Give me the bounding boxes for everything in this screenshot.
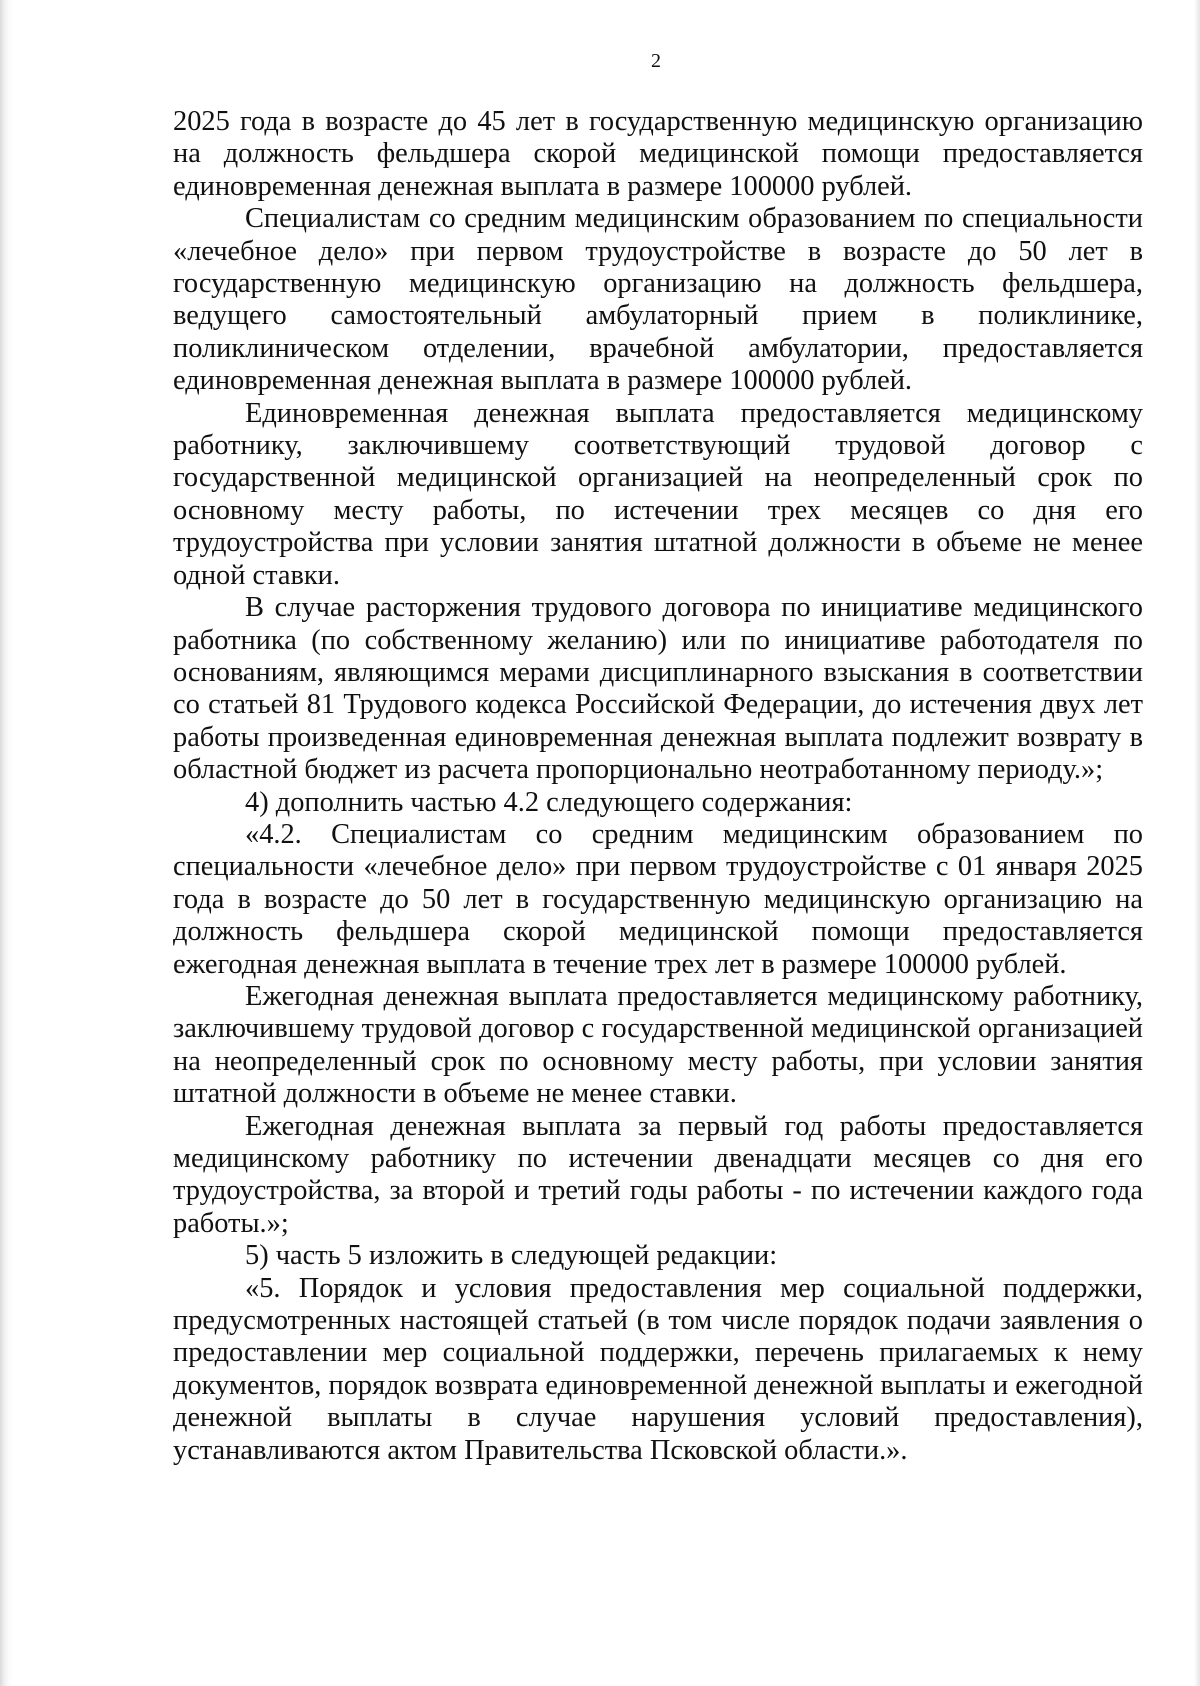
paragraph-annual-payment-schedule: Ежегодная денежная выплата за первый год работы предоставляется медицинскому работнику по истечении двенадцати месяцев со дня его трудоустройства, за второй и третий годы работы - по истечении каждого года работы.»; <box>173 1110 1143 1239</box>
paragraph-payment-conditions: Единовременная денежная выплата предоставляется медицинскому работнику, заключившему соответствующий трудовой договор с государственной медицинской организацией на неопределенный срок по основному месту работы, по истечении трех месяцев со дня его трудоустройства при условии занятия штатной должности в объеме не менее одной ставки. <box>173 397 1143 591</box>
paragraph-amendment-5: 5) часть 5 изложить в следующей редакции: <box>245 1240 778 1272</box>
paragraph-part-5: «5. Порядок и условия предоставления мер социальной поддержки, предусмотренных настоящей статьей (в том числе порядок подачи заявления о предоставлении мер социальной поддержки, перечень прилагаемых к нему документов, порядок возврата единовременной денежной выплаты и ежегодной денежной выплаты в случае нарушения условий предоставления), устанавливаются актом Правительства Псковской области.». <box>173 1272 1143 1466</box>
paragraph-amendment-4: 4) дополнить частью 4.2 следующего содержания: <box>245 786 853 818</box>
paragraph-paramedic-outpatient: Специалистам со средним медицинским образованием по специальности «лечебное дело» при первом трудоустройстве в возрасте до 50 лет в государственную медицинскую организацию на должность фельдшера, ведущего самостоятельный амбулаторный прием в поликлинике, поликлиническом отделении, врачебной амбулатории, предоставляется единовременная денежная выплата в размере 100000 рублей. <box>173 203 1143 397</box>
page-number: 2 <box>651 50 661 72</box>
scan-edge-right <box>1194 0 1200 1686</box>
paragraph-part-4-2: «4.2. Специалистам со средним медицинским образованием по специальности «лечебное дело» при первом трудоустройстве с 01 января 2025 года в возрасте до 50 лет в государственную медицинскую организацию на должность фельдшера скорой медицинской помощи предоставляется ежегодная денежная выплата в течение трех лет в размере 100000 рублей. <box>173 818 1143 980</box>
paragraph-annual-payment: Ежегодная денежная выплата предоставляется медицинскому работнику, заключившему трудовой договор с государственной медицинской организацией на неопределенный срок по основному месту работы, при условии занятия штатной должности в объеме не менее ставки. <box>173 980 1143 1110</box>
paragraph-continuation: 2025 года в возрасте до 45 лет в государственную медицинскую организацию на должность фельдшера скорой медицинской помощи предоставляется единовременная денежная выплата в размере 100000 рублей. <box>173 106 1143 202</box>
document-body <box>173 106 1143 1467</box>
paragraph-contract-termination: В случае расторжения трудового договора по инициативе медицинского работника (по собственному желанию) или по инициативе работодателя по основаниям, являющимся мерами дисциплинарного взыскания в соответствии со статьей 81 Трудового кодекса Российской Федерации, до истечения двух лет работы произведенная единовременная денежная выплата подлежит возврату в областной бюджет из расчета пропорционально неотработанному периоду.»; <box>173 592 1143 786</box>
scan-edge-left <box>0 0 12 1686</box>
